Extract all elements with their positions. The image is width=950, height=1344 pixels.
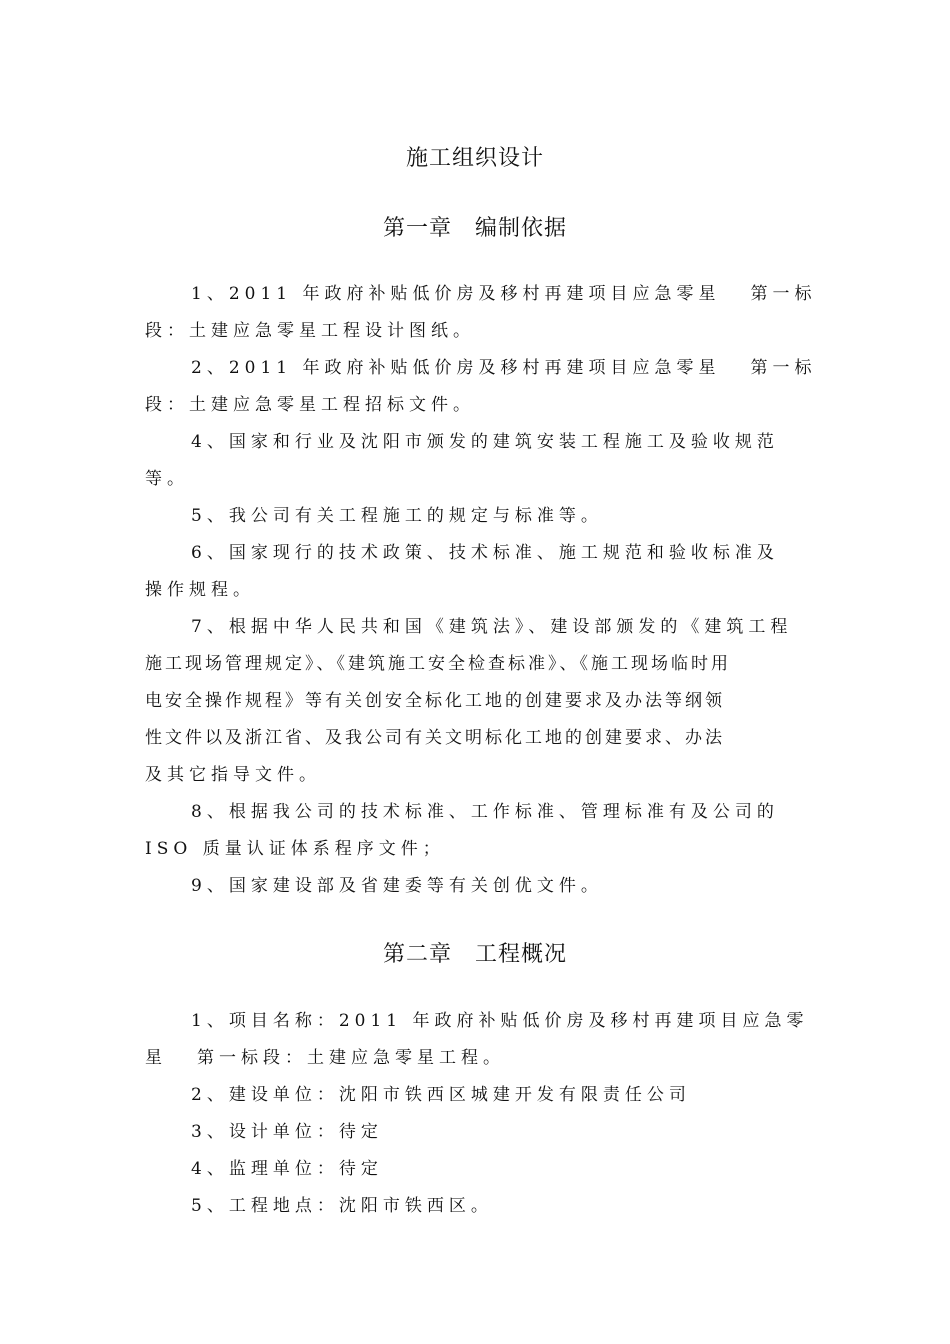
- paragraph-line: 及其它指导文件。: [145, 765, 321, 785]
- paragraph-line: 操作规程。: [145, 580, 255, 600]
- paragraph-line: 1、2011 年政府补贴低价房及移村再建项目应急零星 第一标: [191, 284, 817, 304]
- paragraph-line: 段：土建应急零星工程招标文件。: [145, 395, 475, 415]
- paragraph-line: 9、国家建设部及省建委等有关创优文件。: [191, 876, 603, 896]
- paragraph-line: 星 第一标段：土建应急零星工程。: [145, 1048, 505, 1068]
- chapter-2-body: [145, 1003, 809, 1225]
- paragraph-line: 8、根据我公司的技术标准、工作标准、管理标准有及公司的: [191, 802, 779, 822]
- chapter-1-heading: 第一章 编制依据: [382, 216, 567, 241]
- paragraph-line: 4、监理单位：待定: [191, 1159, 383, 1179]
- paragraph-line: 6、国家现行的技术政策、技术标准、施工规范和验收标准及: [191, 543, 779, 563]
- paragraph-line: 2、建设单位：沈阳市铁西区城建开发有限责任公司: [191, 1085, 691, 1105]
- paragraph-line: 5、工程地点：沈阳市铁西区。: [191, 1196, 493, 1216]
- paragraph-line: 性文件以及浙江省、及我公司有关文明标化工地的创建要求、办法: [145, 728, 725, 748]
- document-title: 施工组织设计: [405, 146, 544, 171]
- paragraph-line: 段：土建应急零星工程设计图纸。: [145, 321, 475, 341]
- paragraph-line: 1、项目名称：2011 年政府补贴低价房及移村再建项目应急零: [191, 1011, 809, 1031]
- paragraph-line: 5、我公司有关工程施工的规定与标准等。: [191, 506, 603, 526]
- paragraph-line: ISO 质量认证体系程序文件；: [145, 839, 445, 859]
- chapter-1-body: [145, 276, 817, 905]
- paragraph-line: 电安全操作规程》等有关创安全标化工地的创建要求及办法等纲领: [145, 691, 725, 711]
- paragraph-line: 3、设计单位：待定: [191, 1122, 383, 1142]
- paragraph-line: 7、根据中华人民共和国《建筑法》、建设部颁发的《建筑工程: [191, 617, 793, 637]
- chapter-2-heading: 第二章 工程概况: [382, 942, 567, 967]
- paragraph-line: 等。: [145, 469, 189, 489]
- paragraph-line: 4、国家和行业及沈阳市颁发的建筑安装工程施工及验收规范: [191, 432, 779, 452]
- paragraph-line: 施工现场管理规定》、《建筑施工安全检查标准》、《施工现场临时用: [145, 654, 731, 674]
- paragraph-line: 2、2011 年政府补贴低价房及移村再建项目应急零星 第一标: [191, 358, 817, 378]
